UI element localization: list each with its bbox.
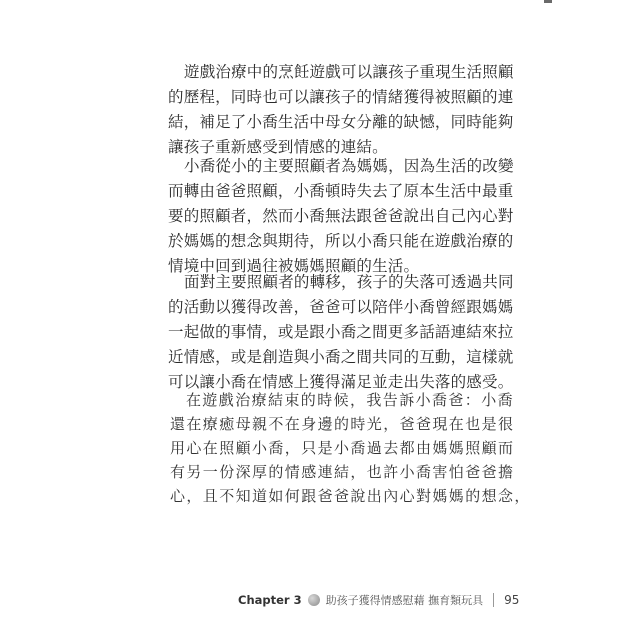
footer-divider <box>493 593 494 607</box>
text-line: 近情感，或是創造與小喬之間共同的互動，這樣就 <box>168 348 514 366</box>
text-line: 小喬從小的主要照顧者為媽媽，因為生活的改變 <box>184 157 514 175</box>
text-line: 要的照顧者，然而小喬無法跟爸爸說出自己內心對 <box>168 207 514 225</box>
text-line: 的活動以獲得改善，爸爸可以陪伴小喬曾經跟媽媽 <box>168 298 514 316</box>
page-number: 95 <box>504 593 520 607</box>
text-line: 可以讓小喬在情感上獲得滿足並走出失落的感受。 <box>168 373 514 391</box>
quote-line: 有另一份深厚的情感連結，也許小喬害怕爸爸擔 <box>170 463 515 481</box>
chapter-circle-icon <box>308 594 320 606</box>
paragraph-1 <box>168 60 514 160</box>
footer-title: 助孩子獲得情感慰藉 撫育類玩具 <box>325 594 484 607</box>
text-line: 於媽媽的想念與期待，所以小喬只能在遊戲治療的 <box>168 232 514 250</box>
text-line: 的歷程，同時也可以讓孩子的情緒獲得被照顧的連 <box>168 88 514 106</box>
text-line: 情境中回到過往被媽媽照顧的生活。 <box>168 257 420 275</box>
quote-line: 用心在照顧小喬，只是小喬過去都由媽媽照顧而 <box>170 439 515 457</box>
text-line: 遊戲治療中的烹飪遊戲可以讓孩子重現生活照顧 <box>184 63 514 81</box>
quote-line: 還在療癒母親不在身邊的時光，爸爸現在也是很 <box>170 415 515 433</box>
quote-line: 心，且不知道如何跟爸爸說出內心對媽媽的想念， <box>170 487 531 505</box>
text-line: 面對主要照顧者的轉移，孩子的失落可透過共同 <box>184 273 514 291</box>
paragraph-2 <box>168 154 514 279</box>
paragraph-3 <box>168 270 514 395</box>
text-line: 而轉由爸爸照顧，小喬頓時失去了原本生活中最重 <box>168 182 514 200</box>
page-footer <box>238 592 519 608</box>
text-line: 一起做的事情，或是跟小喬之間更多話語連結來拉 <box>168 323 514 341</box>
chapter-label: Chapter 3 <box>238 593 302 607</box>
text-line: 讓孩子重新感受到情感的連結。 <box>168 138 388 156</box>
text-line: 結，補足了小喬生活中母女分離的缺憾，同時能夠 <box>168 113 514 131</box>
quote-block <box>170 388 531 508</box>
quote-line: 在遊戲治療結束的時候，我告訴小喬爸：小喬 <box>186 391 515 409</box>
